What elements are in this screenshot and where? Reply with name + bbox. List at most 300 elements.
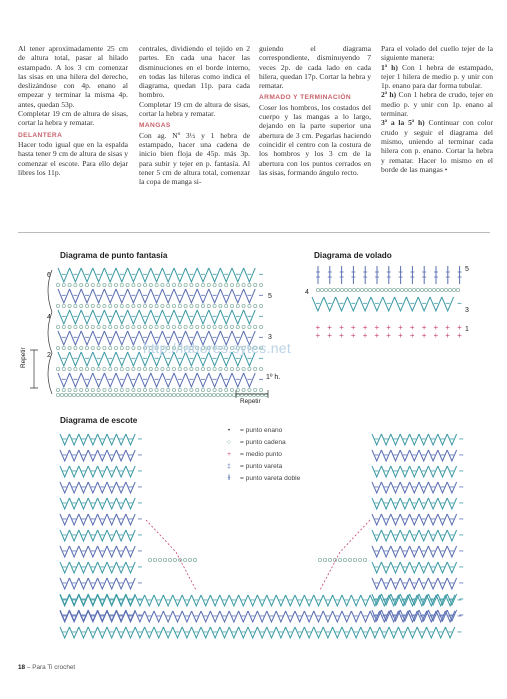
fantasia-chain-row: [126, 367, 129, 370]
volado-chain-row: [412, 288, 415, 291]
fantasia-foundation-chain: [116, 393, 119, 396]
neck-chain-right: [318, 558, 321, 561]
fantasia-chain-row: [196, 367, 199, 370]
fantasia-chain-row: [91, 346, 94, 349]
fantasia-chain-row: [201, 367, 204, 370]
fantasia-chain-row: [85, 367, 88, 370]
paragraph: Con ag. Nº 3½ y 1 hebra de estampado, hacer una cadena de inicio bien floja de 45p. más 3p. para subir y tejer en p. fantasía. Al tener 5 cm de altura total, comenzar la copa de manga si-: [139, 130, 250, 187]
fantasia-chain-row: [254, 325, 257, 328]
repeat-label-bottom: Repetir: [240, 398, 261, 405]
fantasia-chain-row: [161, 367, 164, 370]
legend-item: [222, 448, 300, 460]
fantasia-chain-row: [190, 304, 193, 307]
fantasia-chain-row: [80, 304, 83, 307]
fantasia-chain-row: [167, 304, 170, 307]
fantasia-chain-row: [74, 325, 77, 328]
fantasia-foundation-chain: [200, 393, 203, 396]
fantasia-stitch-row: [58, 268, 255, 282]
fantasia-chain-row: [248, 283, 251, 286]
row-number: 1º h.: [266, 374, 281, 381]
fantasia-chain-row: [201, 283, 204, 286]
fantasia-chain-row: [62, 304, 65, 307]
volado-chain-row: [324, 288, 327, 291]
fantasia-chain-row: [68, 388, 71, 391]
fantasia-chain-row: [138, 325, 141, 328]
volado-single-crochet: +: [362, 323, 368, 332]
volado-chain-row: [456, 288, 459, 291]
fantasia-chain-row: [167, 388, 170, 391]
volado-single-crochet: +: [409, 323, 415, 332]
row-number: 4: [47, 314, 51, 321]
fantasia-chain-row: [91, 388, 94, 391]
fantasia-chain-row: [225, 367, 228, 370]
legend-label: = punto enano: [240, 426, 283, 434]
fantasia-foundation-chain: [164, 393, 167, 396]
fantasia-chain-row: [91, 283, 94, 286]
fantasia-chain-row: [97, 367, 100, 370]
fantasia-chain-row: [213, 325, 216, 328]
fantasia-foundation-chain: [144, 393, 147, 396]
fantasia-foundation-chain: [96, 393, 99, 396]
fantasia-chain-row: [236, 367, 239, 370]
end-mark: •: [444, 164, 448, 174]
fantasia-foundation-chain: [76, 393, 79, 396]
fantasia-foundation-chain: [140, 393, 143, 396]
fantasia-foundation-chain: [84, 393, 87, 396]
volado-chain-row: [352, 288, 355, 291]
step-label: 1ª h): [381, 62, 398, 72]
fantasia-foundation-chain: [64, 393, 67, 396]
paragraph: Completar 19 cm de altura de sisas, cortar la hebra y rematar.: [139, 99, 250, 119]
volado-single-crochet: +: [315, 323, 321, 332]
neck-chain-left: [153, 558, 156, 561]
neck-shaping-left: [146, 520, 196, 590]
watermark: http://labores.sytes.net: [143, 340, 292, 356]
fantasia-chain-row: [80, 367, 83, 370]
fantasia-chain-row: [242, 304, 245, 307]
fantasia-chain-row: [132, 388, 135, 391]
fantasia-foundation-chain: [208, 393, 211, 396]
fantasia-chain-row: [213, 283, 216, 286]
paragraph: Completar 19 cm de altura de sisas, cortar la hebra y rematar.: [18, 109, 128, 128]
fantasia-foundation-chain: [124, 393, 127, 396]
fantasia-chain-row: [172, 283, 175, 286]
volado-chain-row: [440, 288, 443, 291]
section-heading-armado: ARMADO Y TERMINACIÓN: [259, 94, 352, 102]
fantasia-chain-row: [213, 388, 216, 391]
fantasia-chain-row: [68, 304, 71, 307]
fantasia-chain-row: [114, 283, 117, 286]
volado-chain-row: [396, 288, 399, 291]
fantasia-foundation-chain: [120, 393, 123, 396]
fantasia-foundation-chain: [188, 393, 191, 396]
fantasia-chain-row: [126, 304, 129, 307]
fantasia-chain-row: [80, 346, 83, 349]
fantasia-chain-row: [120, 346, 123, 349]
row-number: 2: [47, 352, 51, 359]
volado-single-crochet: +: [386, 331, 391, 340]
volado-chain-row: [392, 288, 395, 291]
escote-left-row: [60, 498, 135, 509]
step-text: Con 1 hebra de crudo, tejer en medio p. y unir con 1p. enano al terminar.: [381, 90, 493, 119]
fantasia-chain-row: [196, 388, 199, 391]
fantasia-chain-row: [149, 304, 152, 307]
fantasia-foundation-chain: [184, 393, 187, 396]
fantasia-chain-row: [103, 325, 106, 328]
fantasia-chain-row: [190, 367, 193, 370]
fantasia-foundation-chain: [216, 393, 219, 396]
paragraph: Hacer todo igual que en la espalda hasta tener 9 cm de altura de sisas y comenzar el escote. Para ello dejar libres los 11p.: [18, 139, 128, 177]
fantasia-chain-row: [97, 325, 100, 328]
fantasia-foundation-chain: [224, 393, 227, 396]
volado-single-crochet: +: [386, 323, 391, 332]
volado-single-crochet: +: [398, 331, 403, 340]
volado-chain-row: [372, 288, 375, 291]
volado-single-crochet: +: [350, 331, 356, 340]
escote-right-row: [372, 434, 457, 445]
fantasia-chain-row: [259, 283, 262, 286]
fantasia-chain-row: [184, 367, 187, 370]
fantasia-chain-row: [254, 304, 257, 307]
neck-chain-right: [363, 558, 366, 561]
fantasia-chain-row: [184, 388, 187, 391]
paragraph: Al tener aproximadamente 25 cm de altura total, pasar al hilado estampado. A los 3 cm comenzar las sisas en una hilera del derecho, deslizándose con 4p. enano al empezar y terminar la misma 4p. antes, quedan 53p.: [18, 44, 128, 109]
row-number: 6: [47, 272, 51, 279]
fantasia-stitch-row: [58, 289, 255, 303]
fantasia-chain-row: [56, 346, 59, 349]
volado-chain-row: [420, 288, 423, 291]
fantasia-chain-row: [190, 388, 193, 391]
fantasia-chain-row: [219, 367, 222, 370]
escote-right-row: [372, 578, 457, 589]
fantasia-chain-row: [219, 283, 222, 286]
fantasia-chain-row: [259, 388, 262, 391]
fantasia-chain-row: [155, 388, 158, 391]
fantasia-chain-row: [172, 325, 175, 328]
neck-chain-right: [323, 558, 326, 561]
fantasia-chain-row: [254, 388, 257, 391]
page-number: 18: [18, 664, 26, 671]
fantasia-chain-row: [109, 283, 112, 286]
neck-chain-left: [158, 558, 161, 561]
fantasia-foundation-chain: [196, 393, 199, 396]
fantasia-chain-row: [138, 346, 141, 349]
escote-bottom-row: [60, 627, 455, 638]
volado-single-crochet: +: [327, 323, 332, 332]
fantasia-chain-row: [126, 388, 129, 391]
fantasia-chain-row: [248, 304, 251, 307]
paragraph: Para el volado del cuello tejer de la siguiente manera:: [381, 44, 493, 63]
volado-chain-row: [332, 288, 335, 291]
volado-chain-row: [388, 288, 391, 291]
fantasia-foundation-chain: [108, 393, 111, 396]
volado-chain-row: [364, 288, 367, 291]
fantasia-foundation-chain: [168, 393, 171, 396]
fantasia-chain-row: [259, 304, 262, 307]
legend-label: = medio punto: [240, 450, 282, 458]
fantasia-foundation-chain: [88, 393, 91, 396]
single-crochet-icon: +: [227, 450, 231, 458]
diagram-title-escote: Diagrama de escote: [60, 416, 138, 425]
row-number: 3: [465, 307, 469, 314]
fantasia-chain-row: [109, 388, 112, 391]
fantasia-chain-row: [190, 325, 193, 328]
fantasia-chain-row: [178, 367, 181, 370]
fantasia-foundation-chain: [60, 393, 63, 396]
volado-single-crochet: +: [421, 323, 427, 332]
neck-chain-right: [353, 558, 356, 561]
volado-chain-row: [356, 288, 359, 291]
chain-stitch-icon: ○: [227, 438, 231, 446]
fantasia-chain-row: [120, 304, 123, 307]
fantasia-chain-row: [207, 283, 210, 286]
fantasia-chain-row: [161, 388, 164, 391]
fantasia-chain-row: [225, 325, 228, 328]
volado-single-crochet: +: [398, 323, 403, 332]
fantasia-chain-row: [230, 388, 233, 391]
volado-chain-row: [436, 288, 439, 291]
volado-single-crochet: +: [421, 331, 427, 340]
legend-label: = punto vareta: [240, 462, 283, 470]
fantasia-chain-row: [207, 367, 210, 370]
fantasia-chain-row: [109, 367, 112, 370]
step-label: 3ª a la 5ª h): [381, 118, 425, 128]
fantasia-foundation-chain: [148, 393, 151, 396]
fantasia-chain-row: [132, 283, 135, 286]
fantasia-chain-row: [167, 325, 170, 328]
fantasia-foundation-chain: [100, 393, 103, 396]
fantasia-chain-row: [196, 304, 199, 307]
escote-left-row: [60, 482, 135, 493]
fantasia-chain-row: [85, 325, 88, 328]
fantasia-foundation-chain: [92, 393, 95, 396]
fantasia-chain-row: [184, 304, 187, 307]
fantasia-chain-row: [178, 304, 181, 307]
volado-chain-row: [444, 288, 447, 291]
escote-right-row: [372, 450, 457, 461]
escote-right-row: [372, 562, 457, 573]
fantasia-chain-row: [190, 283, 193, 286]
escote-right-row: [372, 498, 457, 509]
escote-right-row: [372, 530, 457, 541]
fantasia-chain-row: [91, 325, 94, 328]
neck-chain-left: [173, 558, 176, 561]
legend-item: [222, 460, 300, 472]
neck-chain-left: [188, 558, 191, 561]
fantasia-chain-row: [103, 388, 106, 391]
fantasia-chain-row: [242, 367, 245, 370]
fantasia-chain-row: [161, 304, 164, 307]
diagram-title-fantasia: Diagrama de punto fantasía: [60, 251, 168, 260]
fantasia-chain-row: [91, 367, 94, 370]
fantasia-foundation-chain: [68, 393, 71, 396]
fantasia-chain-row: [62, 367, 65, 370]
fantasia-chain-row: [219, 388, 222, 391]
fantasia-chain-row: [201, 325, 204, 328]
neck-shaping-right: [320, 520, 370, 590]
fantasia-chain-row: [97, 283, 100, 286]
row-arrow: [48, 270, 52, 394]
page-footer: [18, 664, 75, 671]
fantasia-chain-row: [68, 346, 71, 349]
neck-chain-left: [163, 558, 166, 561]
fantasia-chain-row: [85, 304, 88, 307]
row-number: 3: [268, 334, 272, 341]
escote-left-row: [60, 562, 135, 573]
fantasia-chain-row: [85, 388, 88, 391]
repeat-bracket-side: [30, 350, 38, 388]
volado-chain-row: [380, 288, 383, 291]
volado-single-crochet: +: [445, 331, 450, 340]
volado-chain-row: [376, 288, 379, 291]
volado-single-crochet: +: [374, 323, 380, 332]
fantasia-chain-row: [109, 304, 112, 307]
fantasia-chain-row: [161, 283, 164, 286]
volado-chain-row: [328, 288, 331, 291]
step-text: Continuar con color crudo y seguir el diagrama del mismo, uniendo al terminar cada hilera con p. enano. Cortar la hebra y rematar. Hacer lo mismo en el borde de las mangas: [381, 118, 493, 174]
volado-chain-row: [428, 288, 431, 291]
repeat-bracket-bottom: [236, 390, 268, 398]
fantasia-chain-row: [74, 388, 77, 391]
fantasia-foundation-chain: [212, 393, 215, 396]
fantasia-chain-row: [120, 388, 123, 391]
fantasia-chain-row: [196, 325, 199, 328]
volado-chain-row: [336, 288, 339, 291]
fantasia-foundation-chain: [56, 393, 59, 396]
fantasia-chain-row: [236, 304, 239, 307]
escote-left-row: [60, 546, 135, 557]
fantasia-chain-row: [167, 367, 170, 370]
fantasia-chain-row: [85, 283, 88, 286]
fantasia-chain-row: [68, 325, 71, 328]
volado-chain-row: [344, 288, 347, 291]
treble-crochet-icon: ⫵: [227, 474, 231, 481]
fantasia-chain-row: [254, 283, 257, 286]
volado-chain-row: [408, 288, 411, 291]
fantasia-chain-row: [103, 283, 106, 286]
volado-chain-row: [404, 288, 407, 291]
escote-left-row: [60, 466, 135, 477]
escote-left-row: [60, 434, 135, 445]
fantasia-chain-row: [143, 367, 146, 370]
volado-single-crochet: +: [409, 331, 415, 340]
fantasia-chain-row: [138, 367, 141, 370]
fantasia-chain-row: [56, 283, 59, 286]
fantasia-chain-row: [254, 367, 257, 370]
fantasia-foundation-chain: [80, 393, 83, 396]
fantasia-chain-row: [126, 283, 129, 286]
fantasia-chain-row: [155, 325, 158, 328]
row-number: 1: [465, 326, 469, 333]
row-number: 5: [268, 293, 272, 300]
legend-item: [222, 472, 300, 484]
fantasia-chain-row: [97, 388, 100, 391]
volado-chain-row: [340, 288, 343, 291]
fantasia-chain-row: [207, 325, 210, 328]
volado-chain-row: [316, 288, 319, 291]
fantasia-chain-row: [56, 367, 59, 370]
fantasia-chain-row: [138, 304, 141, 307]
volado-chain-row: [348, 288, 351, 291]
row-number: 4: [305, 289, 309, 296]
fantasia-chain-row: [56, 388, 59, 391]
volado-single-crochet: +: [433, 323, 439, 332]
legend-item: [222, 424, 300, 436]
fantasia-foundation-chain: [112, 393, 115, 396]
fantasia-chain-row: [114, 304, 117, 307]
slip-stitch-icon: •: [227, 426, 231, 434]
section-heading-delantera: DELANTERA: [18, 131, 63, 139]
fantasia-chain-row: [143, 325, 146, 328]
escote-left-row: [60, 514, 135, 525]
fantasia-chain-row: [149, 283, 152, 286]
fantasia-chain-row: [114, 325, 117, 328]
paragraph: Coser los hombros, los costados del cuerpo y las mangas a lo largo, dejando en la parte superior una abertura de 3 cm. Pegarlas haciendo coincidir el centro con la costura de los hombros y los 3 cm de la abertura con los puntos cerrados en las sisas, formando ángulo recto.: [259, 102, 371, 177]
neck-chain-right: [358, 558, 361, 561]
fantasia-chain-row: [132, 367, 135, 370]
fantasia-chain-row: [213, 304, 216, 307]
volado-single-crochet: +: [433, 331, 439, 340]
fantasia-chain-row: [248, 388, 251, 391]
fantasia-chain-row: [62, 388, 65, 391]
fantasia-chain-row: [184, 283, 187, 286]
neck-chain-right: [328, 558, 331, 561]
fantasia-chain-row: [74, 304, 77, 307]
legend-item: [222, 436, 300, 448]
volado-single-crochet: +: [339, 323, 344, 332]
fantasia-chain-row: [248, 325, 251, 328]
fantasia-foundation-chain: [180, 393, 183, 396]
row-number: 5: [465, 266, 469, 273]
fantasia-chain-row: [155, 304, 158, 307]
fantasia-chain-row: [120, 325, 123, 328]
escote-right-row: [372, 466, 457, 477]
volado-chain-row: [360, 288, 363, 291]
neck-chain-left: [168, 558, 171, 561]
fantasia-chain-row: [225, 283, 228, 286]
escote-left-row: [60, 530, 135, 541]
fantasia-chain-row: [184, 325, 187, 328]
fantasia-chain-row: [103, 367, 106, 370]
fantasia-chain-row: [126, 346, 129, 349]
repeat-label-side: Repetir: [20, 347, 27, 368]
stitch-legend: [222, 424, 300, 484]
fantasia-chain-row: [230, 304, 233, 307]
fantasia-chain-row: [109, 325, 112, 328]
fantasia-chain-row: [248, 367, 251, 370]
fantasia-chain-row: [178, 283, 181, 286]
fantasia-foundation-chain: [128, 393, 131, 396]
fantasia-chain-row: [68, 283, 71, 286]
fantasia-stitch-row: [58, 310, 255, 324]
volado-chain-row: [384, 288, 387, 291]
volado-chain-row: [424, 288, 427, 291]
legend-label: = punto cadena: [240, 438, 286, 446]
fantasia-chain-row: [155, 367, 158, 370]
volado-stitch-row: [312, 297, 454, 311]
fantasia-chain-row: [132, 325, 135, 328]
fantasia-foundation-chain: [176, 393, 179, 396]
fantasia-chain-row: [236, 388, 239, 391]
neck-chain-right: [343, 558, 346, 561]
fantasia-foundation-chain: [132, 393, 135, 396]
fantasia-chain-row: [242, 283, 245, 286]
double-crochet-icon: ‡: [227, 462, 231, 470]
escote-right-row: [372, 514, 457, 525]
volado-single-crochet: +: [315, 331, 321, 340]
fantasia-chain-row: [109, 346, 112, 349]
volado-single-crochet: +: [445, 323, 450, 332]
